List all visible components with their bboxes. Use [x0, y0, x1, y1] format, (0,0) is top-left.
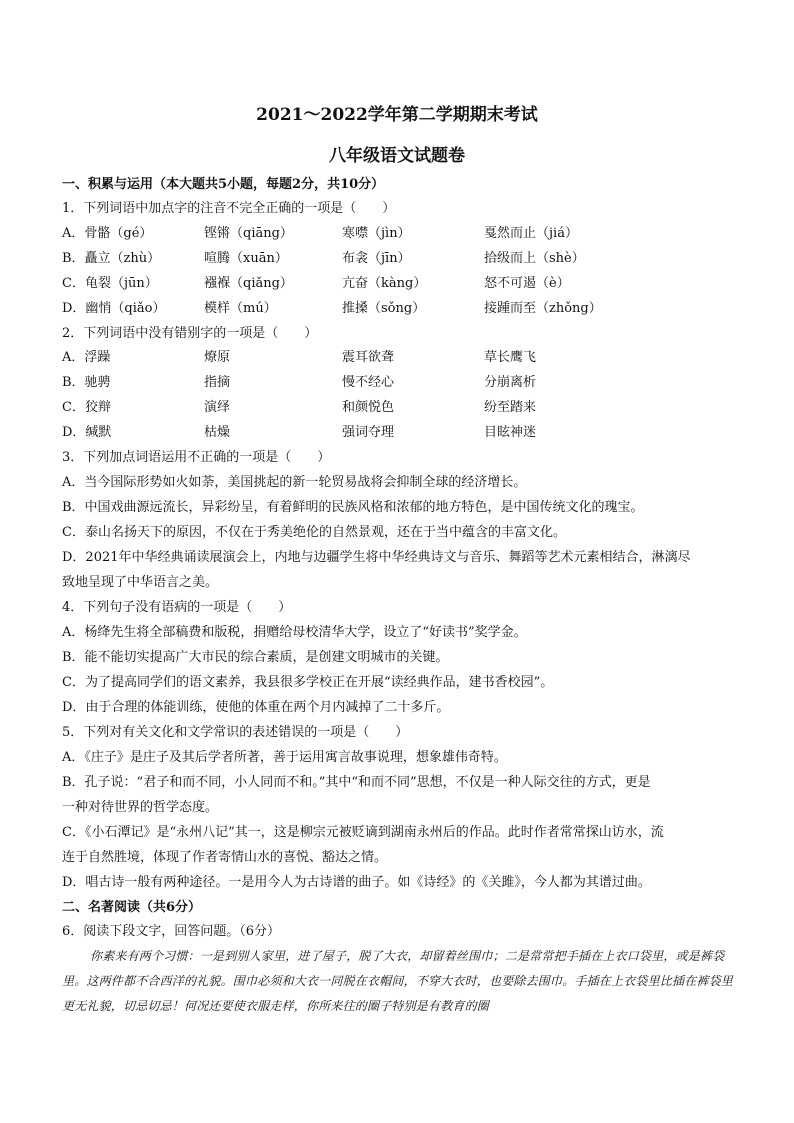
q3-option-d: D．2021年中华经典诵读展演会上，内地与边疆学生将中华经典诗文与音乐、舞蹈等艺术元素相结合，淋漓尽	[62, 550, 691, 565]
q1-d-3: 推搡（sǒng）	[342, 301, 426, 316]
q1-c-1: C．龟裂（jūn）	[62, 276, 158, 291]
q5-option-b: B．孔子说：“君子和而不同，小人同而不和。”其中“和而不同”思想，不仅是一种人际交往的方式，更是	[62, 775, 651, 790]
q1-stem: 1．下列词语中加点字的注音不完全正确的一项是（ ）	[62, 201, 396, 216]
q6-stem: 6．阅读下段文字，回答问题。（6分）	[62, 924, 281, 939]
q2-d-1: D．缄默	[62, 425, 112, 440]
q5-stem: 5．下列对有关文化和文学常识的表述错误的一项是（ ）	[62, 725, 409, 740]
q1-c-3: 亢奋（kàng）	[342, 276, 427, 291]
q5-option-d: D．唱古诗一般有两种途径。一是用今人为古诗谱的曲子。如《诗经》的《关雎》，今人都为其谱过曲。	[62, 875, 651, 890]
q2-d-3: 强词夺理	[342, 425, 395, 440]
q1-a-1: A．骨骼（gé）	[62, 226, 153, 241]
q3-option-c: C．泰山名扬天下的原因，不仅在于秀美绝伦的自然景观，还在于当中蕴含的丰富文化。	[62, 525, 566, 540]
q1-c-4: 怒不可遏（è）	[484, 276, 570, 291]
q5-option-b-cont: 一种对待世界的哲学态度。	[62, 800, 219, 815]
q3-option-a: A．当今国际形势如火如荼，美国挑起的新一轮贸易战将会抑制全球的经济增长。	[62, 475, 527, 490]
q2-c-4: 纷至踏来	[484, 400, 537, 415]
q5-option-c-cont: 连于自然胜境，体现了作者寄情山水的喜悦、豁达之情。	[62, 850, 388, 865]
q4-stem: 4．下列句子没有语病的一项是（ ）	[62, 600, 292, 615]
q2-c-1: C．狡辩	[62, 400, 111, 415]
q1-d-2: 模样（mú）	[204, 301, 277, 316]
q6-excerpt: 你素来有两个习惯：一是到别人家里，进了屋子，脱了大衣，却留着丝围巾；二是常常把手插在上衣口袋里，或是裤袋里。这两件都不合西洋的礼貌。围巾必须和大衣一同脱在衣帽间，不穿大衣时，也要除去围巾。手插在上衣袋里比插在裤袋里更无礼貌，切忌切忌！何况还要使衣服走样，你所来往的圈子特别是有教育的圈	[62, 949, 734, 1013]
exam-subtitle: 八年级语文试题卷	[329, 146, 465, 166]
q4-option-d: D．由于合理的体能训练，使他的体重在两个月内减掉了二十多斤。	[62, 700, 450, 715]
q2-a-4: 草长鹰飞	[484, 350, 537, 365]
exam-title: 2021～2022学年第二学期期末考试	[256, 105, 538, 125]
q2-a-2: 燎原	[204, 350, 231, 365]
q2-b-1: B．驰骋	[62, 375, 111, 390]
q1-d-4: 接踵而至（zhǒng）	[484, 301, 602, 316]
section-1-heading: 一、积累与运用（本大题共5小题，每题2分，共10分）	[62, 177, 385, 192]
q1-c-2: 襁褓（qiǎng）	[204, 276, 293, 291]
q1-b-4: 拾级而上（shè）	[484, 251, 585, 266]
q1-a-4: 戛然而止（jiá）	[484, 226, 578, 241]
q2-stem: 2．下列词语中没有错别字的一项是（ ）	[62, 326, 318, 341]
q2-d-2: 枯燥	[204, 425, 231, 440]
q4-option-c: C．为了提高同学们的语文素养，我县很多学校正在开展“读经典作品，建书香校园”。	[62, 675, 554, 690]
q2-a-1: A．浮躁	[62, 350, 111, 365]
q2-b-2: 指摘	[204, 375, 231, 390]
q4-option-b: B．能不能切实提高广大市民的综合素质，是创建文明城市的关键。	[62, 650, 449, 665]
q2-b-4: 分崩离析	[484, 375, 537, 390]
q2-c-2: 演绎	[204, 400, 231, 415]
q1-b-2: 喧腾（xuān）	[204, 251, 288, 266]
q1-a-3: 寒噤（jìn）	[342, 226, 411, 241]
q1-d-1: D．幽悄（qiǎo）	[62, 301, 166, 316]
q1-b-3: 布衾（jīn）	[342, 251, 411, 266]
q3-stem: 3．下列加点词语运用不正确的一项是（ ）	[62, 450, 331, 465]
q5-option-c: C．《小石潭记》是“永州八记”其一，这是柳宗元被贬谪到湖南永州后的作品。此时作者常常探山访水，流	[62, 825, 664, 840]
q3-option-d-cont: 致地呈现了中华语言之美。	[62, 575, 219, 590]
q1-a-2: 铿锵（qiāng）	[204, 226, 293, 241]
q2-d-4: 目眩神迷	[484, 425, 537, 440]
q1-b-1: B．矗立（zhù）	[62, 251, 161, 266]
q2-a-3: 震耳欲聋	[342, 350, 395, 365]
q5-option-a: A．《庄子》是庄子及其后学者所著，善于运用寓言故事说理，想象雄伟奇特。	[62, 750, 507, 765]
q2-c-3: 和颜悦色	[342, 400, 395, 415]
q3-option-b: B．中国戏曲源远流长，异彩纷呈，有着鲜明的民族风格和浓郁的地方特色，是中国传统文化的瑰宝。	[62, 500, 644, 515]
q2-b-3: 慢不经心	[342, 375, 395, 390]
section-2-heading: 二、名著阅读（共6分）	[62, 900, 202, 915]
q4-option-a: A．杨绛先生将全部稿费和版税，捐赠给母校清华大学，设立了“好读书”奖学金。	[62, 625, 527, 640]
